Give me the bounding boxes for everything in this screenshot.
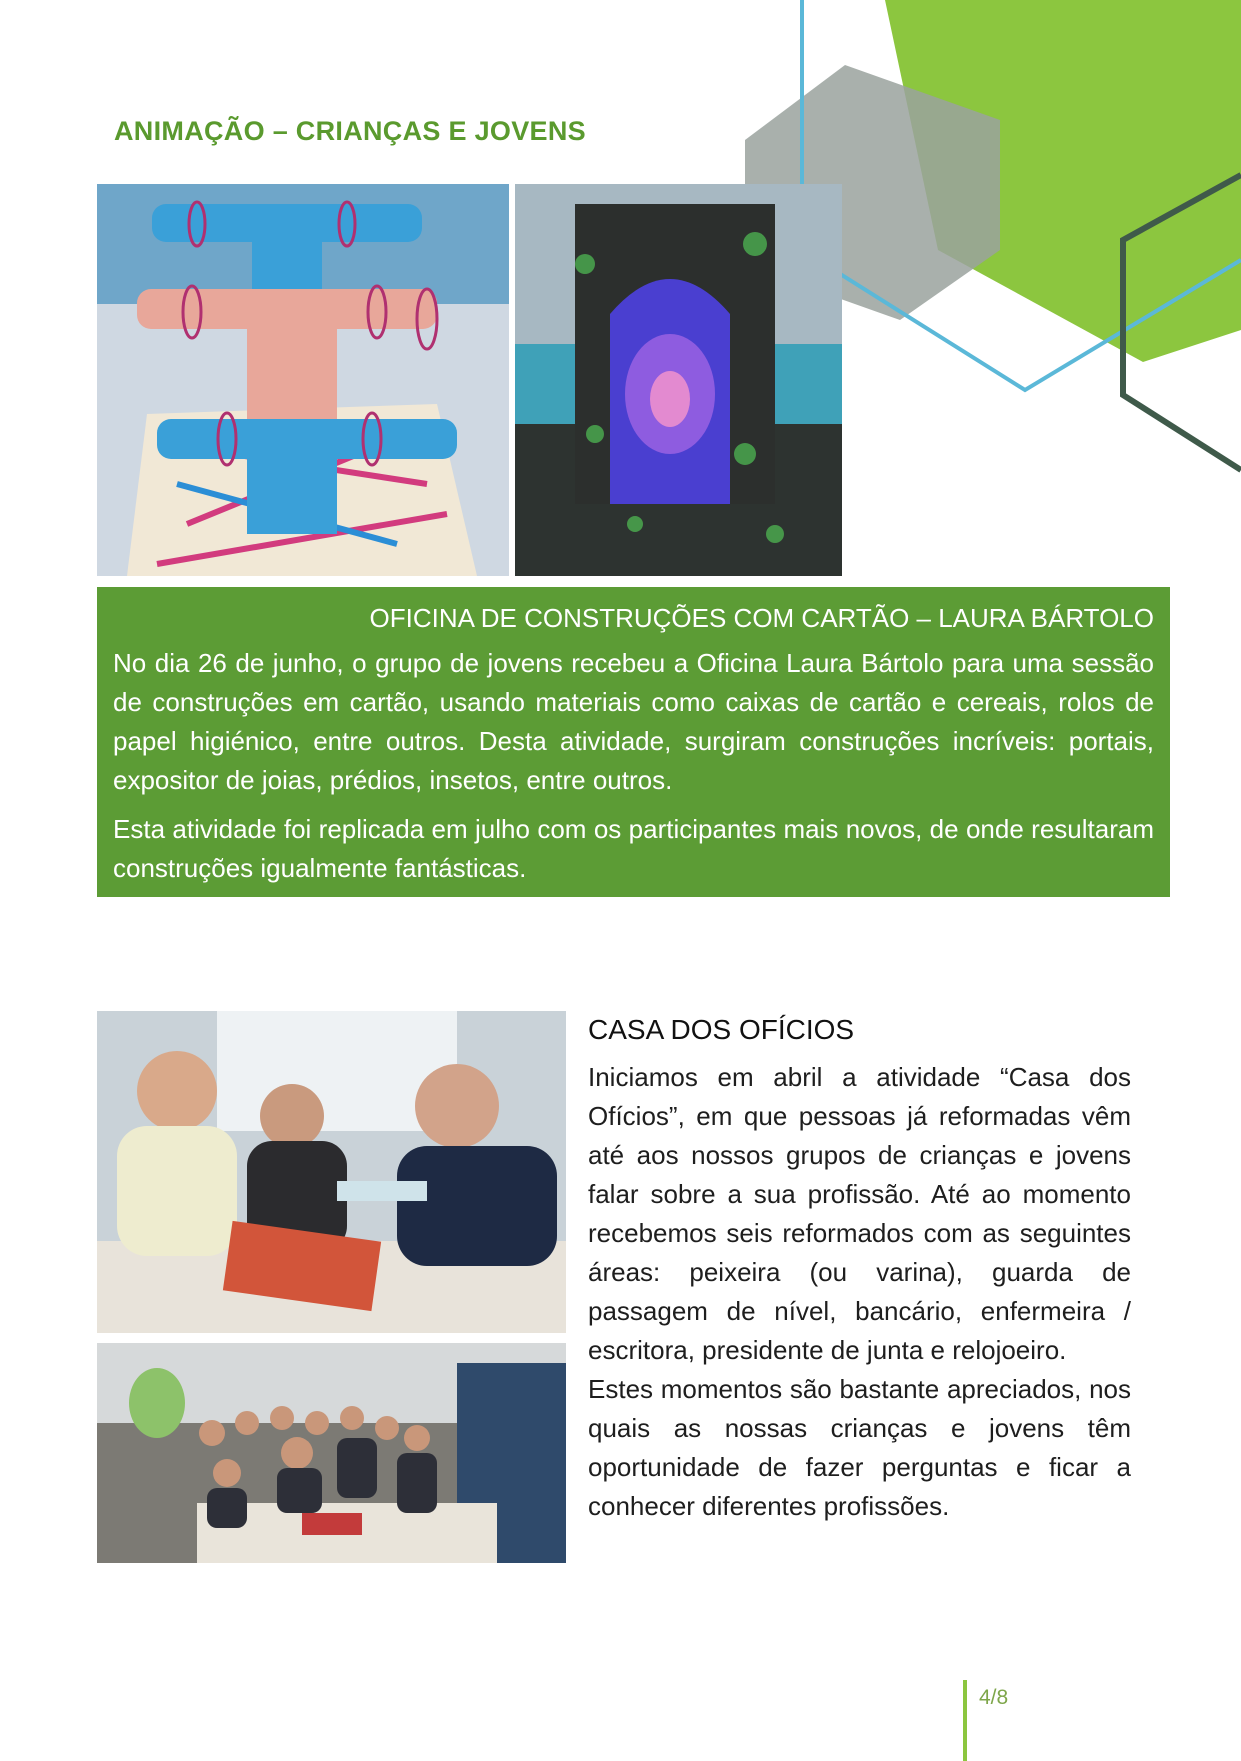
oficina-title: OFICINA DE CONSTRUÇÕES COM CARTÃO – LAURA BÁRTOLO [369,603,1154,633]
casa-title: CASA DOS OFÍCIOS [588,1014,855,1045]
portal-photo [515,184,842,576]
page-number: 4/8 [963,1680,1008,1761]
oficina-section [97,587,1170,897]
oficina-paragraph: No dia 26 de junho, o grupo de jovens recebeu a Oficina Laura Bártolo para uma sessão de construções em cartão, usando materiais como caixas de cartão e cereais, rolos de papel higiénico, entre outros. Desta atividade, surgiram construções incríveis: portais, expositor de joias, prédios, insetos, entre outros. [113,648,1154,795]
group-photo [97,1343,566,1563]
jewelry-display-photo [97,184,509,576]
casa-section [588,1014,1131,1526]
oficina-paragraph: Esta atividade foi replicada em julho com os participantes mais novos, de onde resultaram construções igualmente fantásticas. [113,814,1154,883]
lime-hexagon [885,0,1241,362]
casa-paragraph: Iniciamos em abril a atividade “Casa dos Ofícios”, em que pessoas já reformadas vêm até aos nossos grupos de crianças e jovens falar sobre a sua profissão. Até ao momento recebemos seis reformados com as seguintes áreas: peixeira (ou varina), guarda de passagem de nível, bancário, enfermeira / escritora, presidente de junta e relojoeiro. [588,1062,1131,1365]
casa-paragraph: Estes momentos são bastante apreciados, nos quais as nossas crianças e jovens têm oportunidade de fazer perguntas e ficar a conhecer diferentes profissões. [588,1374,1131,1521]
workshop-photo [97,1011,566,1333]
dark-green-hexagon-outline [1123,175,1241,470]
teal-hexagon-outline [802,0,1241,390]
section-title: ANIMAÇÃO – CRIANÇAS E JOVENS [114,116,586,146]
